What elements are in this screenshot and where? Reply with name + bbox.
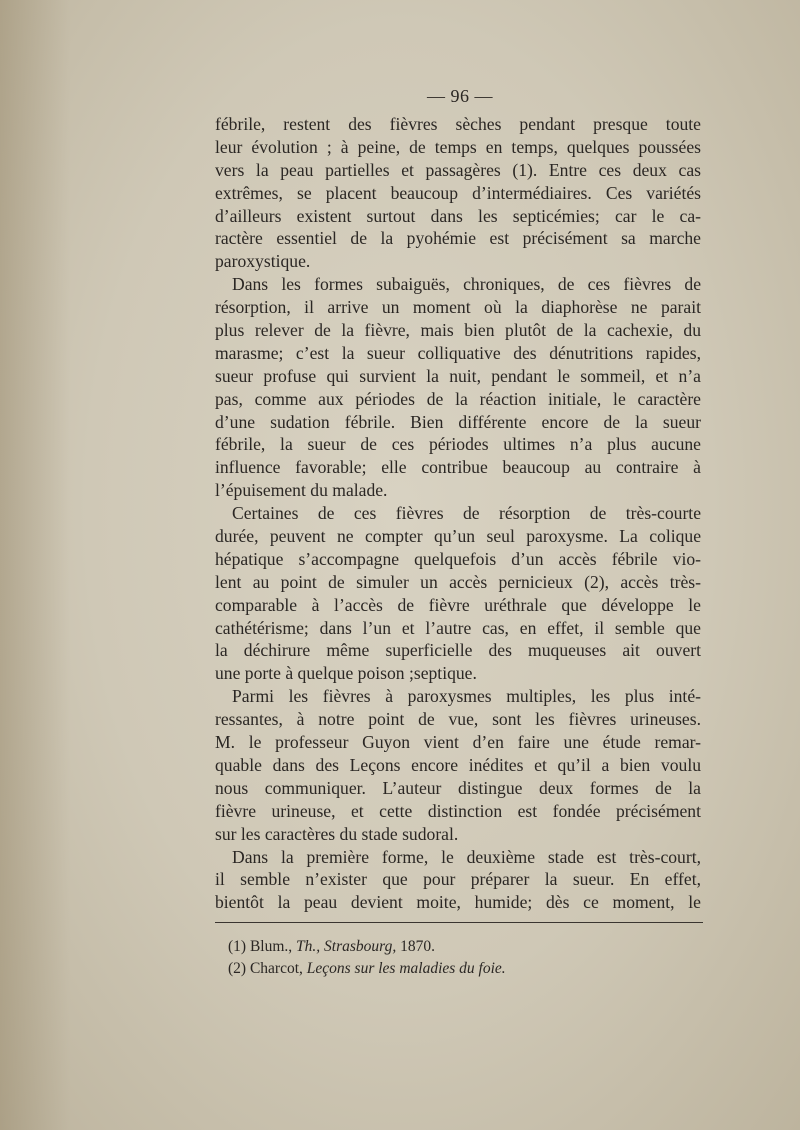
text-line: extrêmes, se placent beaucoup d’intermédiaires. Ces variétés	[215, 182, 701, 203]
footnote-1: (1) Blum., Th., Strasbourg, 1870.	[228, 938, 435, 955]
text-line: l’épuisement du malade.	[215, 480, 388, 501]
text-line: paroxystique.	[215, 251, 311, 272]
text-line: fébrile, la sueur de ces périodes ultimes n’a plus aucune	[215, 434, 701, 455]
text-line: comparable à l’accès de fièvre uréthrale que développe le	[215, 594, 701, 615]
text-line: résorption, il arrive un moment où la diaphorèse ne parait	[215, 297, 701, 318]
text-line: fièvre urineuse, et cette distinction est fondée précisément	[215, 800, 701, 821]
text-line: Certaines de ces fièvres de résorption de très-courte	[232, 503, 701, 524]
text-line: une porte à quelque poison ;septique.	[215, 663, 477, 684]
text-line: hépatique s’accompagne quelquefois d’un accès fébrile vio-	[215, 548, 701, 569]
text-line: quable dans des Leçons encore inédites et qu’il a bien voulu	[215, 754, 701, 775]
text-line: bientôt la peau devient moite, humide; dès ce moment, le	[215, 892, 701, 913]
text-line: Parmi les fièvres à paroxysmes multiples, les plus inté-	[232, 686, 701, 707]
text-line: d’ailleurs existent surtout dans les septicémies; car le ca-	[215, 205, 701, 226]
text-line: influence favorable; elle contribue beaucoup au contraire à	[215, 457, 701, 478]
footnote-rule	[215, 922, 703, 923]
text-line: ressantes, à notre point de vue, sont les fièvres urineuses.	[215, 709, 701, 730]
text-line: d’une sudation fébrile. Bien différente encore de la sueur	[215, 411, 701, 432]
text-line: Dans les formes subaiguës, chroniques, de ces fièvres de	[232, 274, 701, 295]
text-line: vers la peau partielles et passagères (1). Entre ces deux cas	[215, 159, 701, 180]
text-line: fébrile, restent des fièvres sèches pendant presque toute	[215, 114, 701, 134]
text-line: nous communiquer. L’auteur distingue deux formes de la	[215, 777, 701, 798]
text-line: sur les caractères du stade sudoral.	[215, 823, 459, 844]
text-line: durée, peuvent ne compter qu’un seul paroxysme. La colique	[215, 526, 701, 547]
text-line: la déchirure même superficielle des muqueuses ait ouvert	[215, 640, 701, 661]
text-line: sueur profuse qui survient la nuit, pendant le sommeil, et n’a	[215, 365, 701, 386]
text-line: lent au point de simuler un accès pernicieux (2), accès très-	[215, 571, 701, 592]
text-line: pas, comme aux périodes de la réaction initiale, le caractère	[215, 388, 701, 409]
text-line: cathétérisme; dans l’un et l’autre cas, en effet, il semble que	[215, 617, 701, 638]
text-line: plus relever de la fièvre, mais bien plutôt de la cachexie, du	[215, 320, 701, 341]
text-line: leur évolution ; à peine, de temps en temps, quelques poussées	[215, 136, 701, 157]
text-line: marasme; c’est la sueur colliquative des dénutritions rapides,	[215, 342, 701, 363]
body-text	[215, 113, 701, 914]
text-line: M. le professeur Guyon vient d’en faire une étude remar-	[215, 732, 701, 753]
text-line: Dans la première forme, le deuxième stade est très-court,	[232, 846, 701, 867]
text-line: il semble n’exister que pour préparer la sueur. En effet,	[215, 869, 701, 890]
footnote-2: (2) Charcot, Leçons sur les maladies du foie.	[228, 960, 506, 977]
text-line: ractère essentiel de la pyohémie est précisément sa marche	[215, 228, 701, 249]
footnotes	[228, 936, 698, 980]
page-number: — 96 —	[427, 86, 493, 106]
